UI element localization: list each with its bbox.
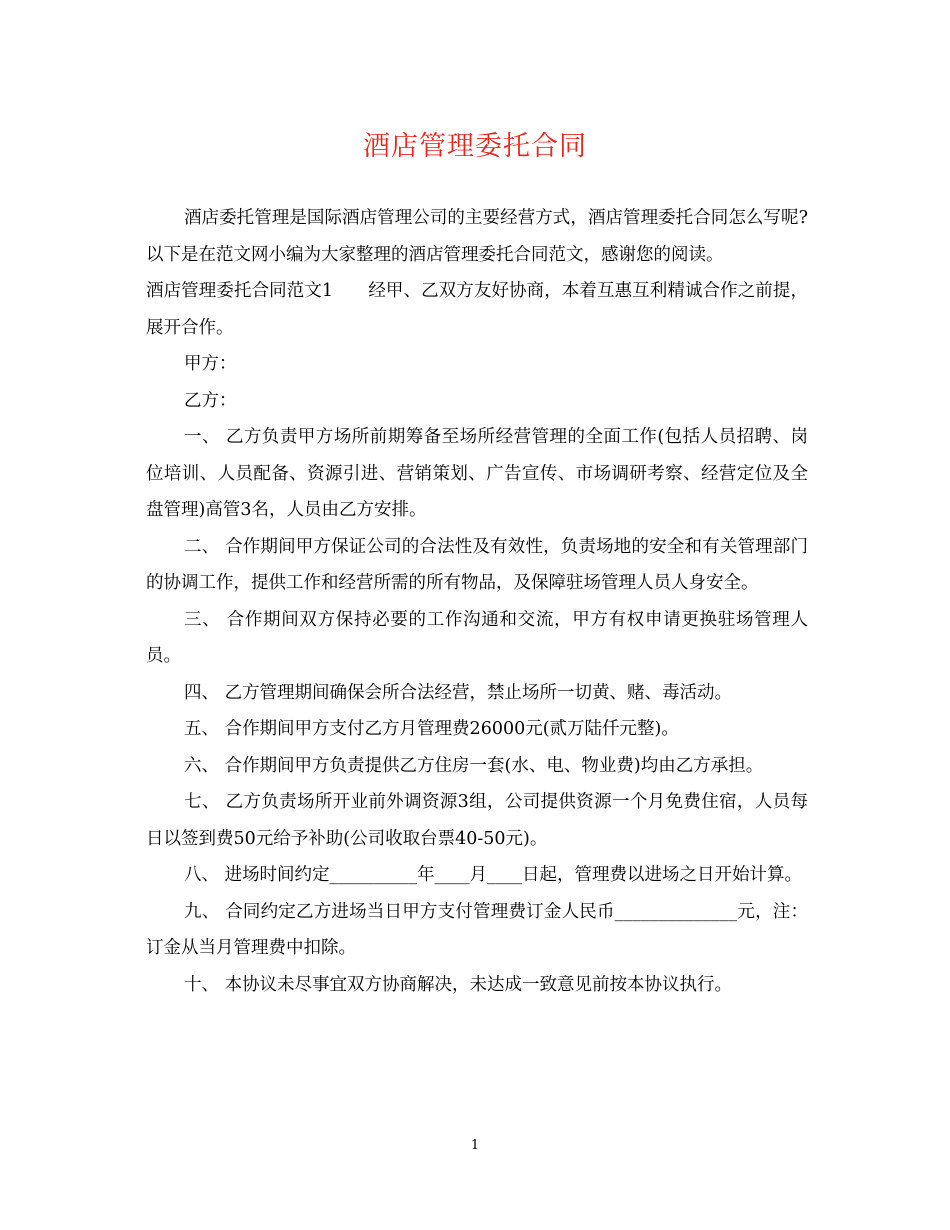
clause-8: 八、 进场时间约定__________年____月____日起，管理费以进场之日开始计算。: [184, 865, 803, 885]
clause-10: 十、 本协议未尽事宜双方协商解决，未达成一致意见前按本协议执行。: [184, 974, 733, 995]
sample-heading-paragraph: 酒店管理委托合同范文1 经甲、乙双方友好协商，本着互惠互利精诚合作之前提，展开合作。: [146, 281, 808, 338]
clause-1: 一、 乙方负责甲方场所前期筹备至场所经营管理的全面工作(包括人员招聘、岗位培训、人员配备、资源引进、营销策划、广告宣传、市场调研考察、经营定位及全盘管理)高管3名，人员由乙方安排。: [146, 427, 808, 520]
page-number: 1: [470, 1138, 480, 1153]
clause-7: 七、 乙方负责场所开业前外调资源3组，公司提供资源一个月免费住宿，人员每日以签到费50元给予补助(公司收取台票40-50元)。: [146, 792, 808, 849]
document-body: [146, 200, 808, 1003]
intro-paragraph: 酒店委托管理是国际酒店管理公司的主要经营方式，酒店管理委托合同怎么写呢?以下是在范文网小编为大家整理的酒店管理委托合同范文，感谢您的阅读。: [146, 208, 808, 265]
clause-3: 三、 合作期间双方保持必要的工作沟通和交流，甲方有权申请更换驻场管理人员。: [146, 609, 808, 666]
clause-2: 二、 合作期间甲方保证公司的合法性及有效性，负责场地的安全和有关管理部门的协调工作，提供工作和经营所需的所有物品，及保障驻场管理人员人身安全。: [146, 536, 808, 593]
clause-9: 九、 合同约定乙方进场当日甲方支付管理费订金人民币______________元，注：订金从当月管理费中扣除。: [146, 901, 808, 958]
clause-5: 五、 合作期间甲方支付乙方月管理费26000元(贰万陆仟元整)。: [184, 719, 679, 739]
clause-4: 四、 乙方管理期间确保会所合法经营，禁止场所一切黄、赌、毒活动。: [184, 682, 733, 703]
party-b-line: 乙方：: [184, 390, 237, 411]
clause-6: 六、 合作期间甲方负责提供乙方住房一套(水、电、物业费)均由乙方承担。: [184, 755, 764, 776]
document-title: 酒店管理委托合同: [363, 131, 587, 162]
party-a-line: 甲方：: [184, 354, 237, 374]
